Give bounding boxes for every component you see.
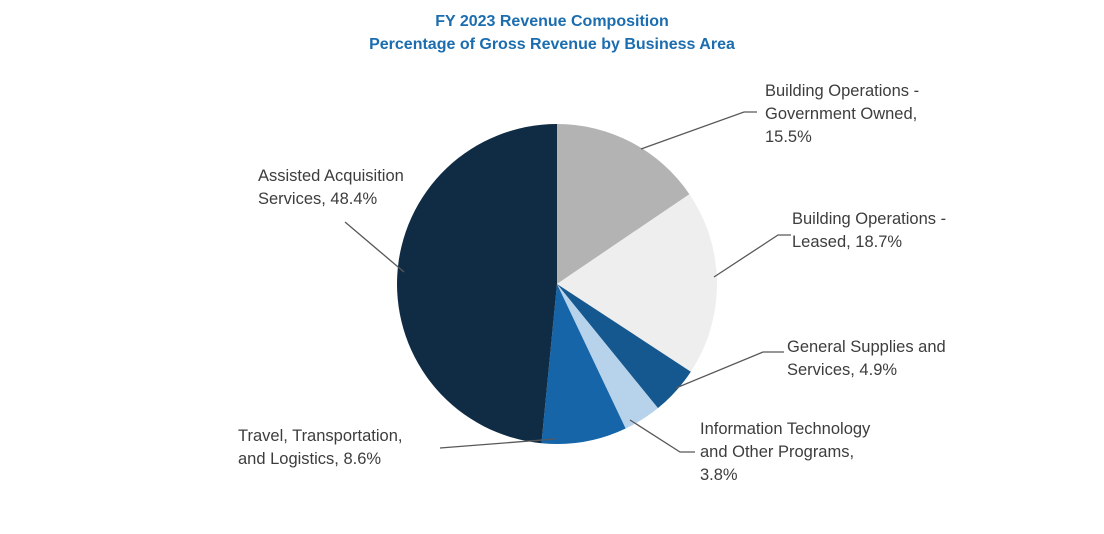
label-line: Information Technology (700, 420, 871, 438)
label-line: and Other Programs, (700, 443, 855, 461)
label-assisted-acquisition-services (258, 165, 404, 211)
label-line: Government Owned, (765, 105, 918, 123)
pie-slices (397, 124, 717, 444)
label-line: Travel, Transportation, (238, 427, 403, 445)
chart-subtitle: Percentage of Gross Revenue by Business Area (369, 35, 735, 53)
label-line: Services, 48.4% (258, 190, 378, 208)
label-line: Building Operations - (765, 82, 920, 100)
leader-line-information-technology (630, 420, 695, 452)
leader-line-gov-owned (641, 112, 757, 149)
label-travel-transportation-logistics (238, 425, 402, 471)
pie-slice-6 (397, 124, 557, 443)
label-line: Assisted Acquisition (258, 167, 404, 185)
label-information-technology (700, 418, 870, 487)
leader-line-travel (440, 439, 555, 448)
label-general-supplies-services (787, 336, 946, 382)
label-line: Leased, 18.7% (792, 233, 903, 251)
label-line: Services, 4.9% (787, 361, 898, 379)
label-line: and Logistics, 8.6% (238, 450, 382, 468)
label-building-operations-leased (792, 208, 946, 254)
label-line: Building Operations - (792, 210, 947, 228)
label-building-operations-government-owned (765, 80, 919, 149)
chart-title: FY 2023 Revenue Composition (435, 13, 669, 30)
label-line: 3.8% (700, 466, 738, 484)
leader-line-leased (714, 235, 791, 277)
label-line: 15.5% (765, 128, 812, 146)
leader-line-assisted-acquisition (345, 222, 404, 272)
label-line: General Supplies and (787, 338, 946, 356)
